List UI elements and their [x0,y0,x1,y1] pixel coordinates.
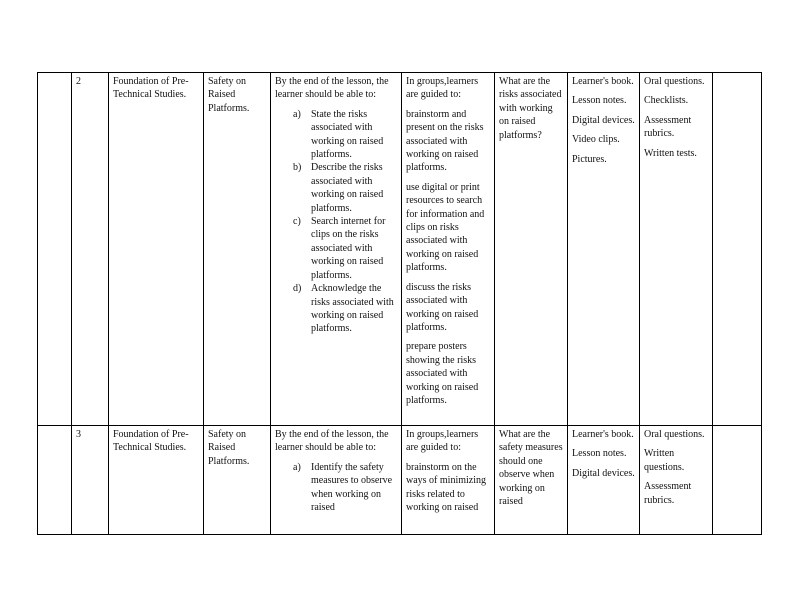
learning-resource-item: Digital devices. [572,467,635,479]
lesson-number-cell [72,73,109,426]
remarks-cell [713,73,762,426]
table-row [38,73,762,426]
learning-experience-item: prepare posters showing the risks associated with working on raised platforms. [406,341,479,406]
outcome-item [275,161,397,215]
outcome-marker: d) [293,283,302,295]
assessment-method-item: Oral questions. [644,429,705,440]
outcome-item [275,282,397,336]
assessment-method-item: Checklists. [644,95,689,107]
strand-cell [109,73,204,426]
outcomes-list [275,108,397,336]
key-inquiry-question-cell [495,73,568,426]
learning-experience-cell [402,73,495,426]
outcome-marker: c) [293,216,301,228]
outcome-marker: a) [293,461,301,473]
assessment-method-item: Written tests. [644,147,697,159]
learning-resource-item: Video clips. [572,134,620,146]
strand: Foundation of Pre-Technical Studies. [113,429,189,454]
scheme-of-work-table [37,72,762,535]
learning-experience-item: discuss the risks associated with working on raised platforms. [406,281,479,333]
learning-resource-item: Lesson notes. [572,95,627,107]
lesson-number: 3 [76,429,81,440]
assessment-method-cell [640,426,713,535]
sub-strand: Safety on Raised Platforms. [208,429,250,467]
learning-resource-item: Lesson notes. [572,448,627,460]
lesson-number: 2 [76,76,81,87]
sub-strand-cell [204,73,271,426]
sub-strand: Safety on Raised Platforms. [208,76,250,114]
learning-experience-item: In groups,learners are guided to: [406,429,479,454]
outcome-text: Search internet for clips on the risks associated with working on raised platforms. [311,216,386,281]
learning-experience-item: In groups,learners are guided to: [406,76,479,101]
assessment-method-cell [640,73,713,426]
key-inquiry-question: What are the risks associated with working on raised platforms? [499,76,562,141]
week-cell [38,426,72,535]
outcomes-intro: By the end of the lesson, the learner should be able to: [275,429,389,454]
outcome-text: Describe the risks associated with working on raised platforms. [311,162,384,214]
assessment-method-item: Assessment rubrics. [644,481,692,506]
outcome-marker: a) [293,108,301,120]
table-row [38,426,762,535]
learning-resource-item: Learner's book. [572,76,634,87]
week-cell [38,73,72,426]
outcomes-list [275,461,397,515]
assessment-method-item: Assessment rubrics. [644,114,692,140]
learning-experience-item: brainstorm on the ways of minimizing risks related to working on raised [406,461,486,514]
learning-outcomes-cell [271,73,402,426]
learning-resource-cell [568,73,640,426]
learning-resource-item: Digital devices. [572,114,635,126]
learning-experience-cell [402,426,495,535]
key-inquiry-question-cell [495,426,568,535]
lesson-number-cell [72,426,109,535]
outcomes-intro: By the end of the lesson, the learner should be able to: [275,76,389,101]
learning-outcomes-cell [271,426,402,535]
assessment-method-item: Written questions. [644,448,685,473]
learning-resource-cell [568,426,640,535]
outcome-item [275,461,397,515]
outcome-text: Acknowledge the risks associated with working on raised platforms. [311,283,394,335]
outcome-marker: b) [293,162,302,174]
learning-experience-item: brainstorm and present on the risks associated with working on raised platforms. [406,108,484,174]
learning-resource-item: Learner's book. [572,429,634,440]
outcome-text: Identify the safety measures to observe when working on raised [311,461,393,514]
learning-resource-item: Pictures. [572,153,607,165]
learning-experience-item: use digital or print resources to search for information and clips on risks associated with working on raised platforms. [406,181,485,274]
key-inquiry-question: What are the safety measures should one observe when working on raised [499,429,563,508]
strand-cell [109,426,204,535]
outcome-item [275,215,397,282]
outcome-text: State the risks associated with working on raised platforms. [311,108,384,161]
strand: Foundation of Pre-Technical Studies. [113,76,189,101]
sub-strand-cell [204,426,271,535]
remarks-cell [713,426,762,535]
assessment-method-item: Oral questions. [644,76,705,87]
outcome-item [275,108,397,162]
